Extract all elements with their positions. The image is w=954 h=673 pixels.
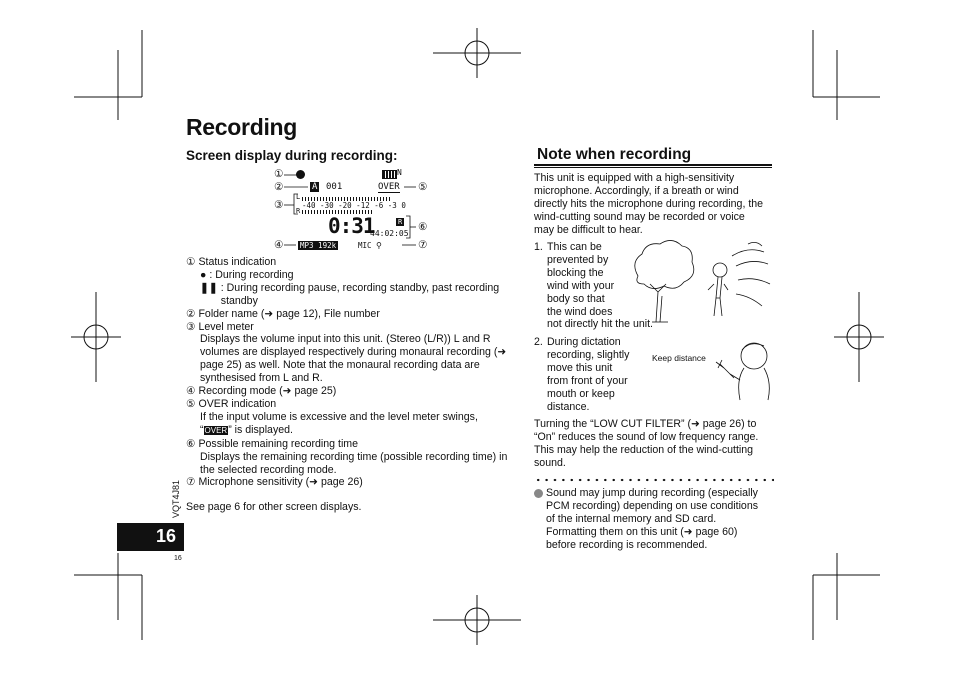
screen-display-heading: Screen display during recording: <box>186 148 398 163</box>
note-heading-rule-thin <box>534 167 772 168</box>
item-1: ① Status indication <box>186 256 277 268</box>
callout-4: ④ <box>274 239 284 251</box>
item-3-desc: Displays the volume input into this unit. (Stereo (L/R)) L and R volumes are displayed respectively during monaural recording (➜ page 25) as well. Note that the monaural recording data are synthesised from L and R. <box>200 333 507 385</box>
folder-name: A <box>312 182 318 192</box>
over-glyph: OVER <box>204 425 228 435</box>
callout-5: ⑤ <box>418 181 428 193</box>
callout-6: ⑥ <box>418 221 428 233</box>
item-1-pause: ❚❚ : During recording pause, recording standby, past recording standby <box>200 281 500 307</box>
item-5-desc: If the input volume is excessive and the level meter swings, “OVER” is displayed. <box>200 410 478 436</box>
note-intro: This unit is equipped with a high-sensitivity microphone. Accordingly, if a breath or wind directly hits the microphone during recording, the wind-cutting sound may be recorded or voice may be difficult to hear. <box>534 172 764 236</box>
recording-status-dot <box>296 170 305 179</box>
mic-label: MIC <box>358 241 372 250</box>
item-5: ⑤ OVER indication <box>186 397 277 410</box>
callout-3: ③ <box>274 199 284 211</box>
callout-7: ⑦ <box>418 239 428 251</box>
note-heading: Note when recording <box>537 146 692 163</box>
bullet-note: Sound may jump during recording (especially PCM recording) depending on use conditions of the internal memory and SD card. Formatting them on this unit (➜ page 60) before recording is recommended. <box>534 487 776 552</box>
page-number: 16 <box>117 523 184 551</box>
elapsed-time: 0:31 <box>328 214 375 238</box>
note-heading-rule <box>534 164 772 166</box>
note-point-2: 2. During dictation recording, slightly move this unit from front of your mouth or keep distance. <box>534 336 630 413</box>
lcd-illustration <box>270 166 432 256</box>
file-number: 001 <box>326 182 343 192</box>
page-number-small: 16 <box>174 555 182 562</box>
item-4: ④ Recording mode (➜ page 25) <box>186 385 337 398</box>
meter-scale: -40 -30 -20 -12 -6 -3 0 <box>302 201 406 210</box>
low-cut-note: Turning the “LOW CUT FILTER” (➜ page 26) to “On” reduces the sound of low frequency range. This may help the reduction of the wind-cutting sound. <box>534 418 759 469</box>
meter-channel-r: R <box>296 207 301 215</box>
remaining-label: R <box>398 218 403 226</box>
battery-icon <box>382 170 397 179</box>
item-3: ③ Level meter <box>186 320 254 333</box>
wind-blocking-illustration <box>628 236 774 332</box>
keep-distance-label: Keep distance <box>652 353 706 363</box>
callout-1: ① <box>274 168 284 180</box>
item-1-recording: ● : During recording <box>200 268 294 281</box>
see-also: See page 6 for other screen displays. <box>186 501 362 513</box>
item-2: ② Folder name (➜ page 12), File number <box>186 307 380 320</box>
recording-mode: MP3 192k <box>300 241 337 250</box>
bullet-icon <box>534 489 543 498</box>
note-point-1: 1. This can be prevented by blocking the wind with your body so that the wind does not directly hit the unit. <box>534 241 653 331</box>
model-code: VQT4J81 <box>171 479 181 518</box>
meter-channel-l: L <box>296 193 301 201</box>
item-7: ⑦ Microphone sensitivity (➜ page 26) <box>186 476 363 489</box>
over-indicator: OVER <box>378 182 400 192</box>
dictation-illustration <box>714 338 774 404</box>
remaining-time: 44:02:05 <box>370 229 409 238</box>
page-title: Recording <box>186 114 298 140</box>
item-6-desc: Displays the remaining recording time (possible recording time) in the selected recording mode. <box>200 450 508 476</box>
item-list <box>186 256 516 489</box>
item-6: ⑥ Possible remaining recording time <box>186 437 359 450</box>
callout-2: ② <box>274 181 284 193</box>
dotted-separator <box>534 477 774 483</box>
mic-sensitivity-icon: ⚲ <box>376 241 382 250</box>
battery-mark: N <box>397 168 402 177</box>
